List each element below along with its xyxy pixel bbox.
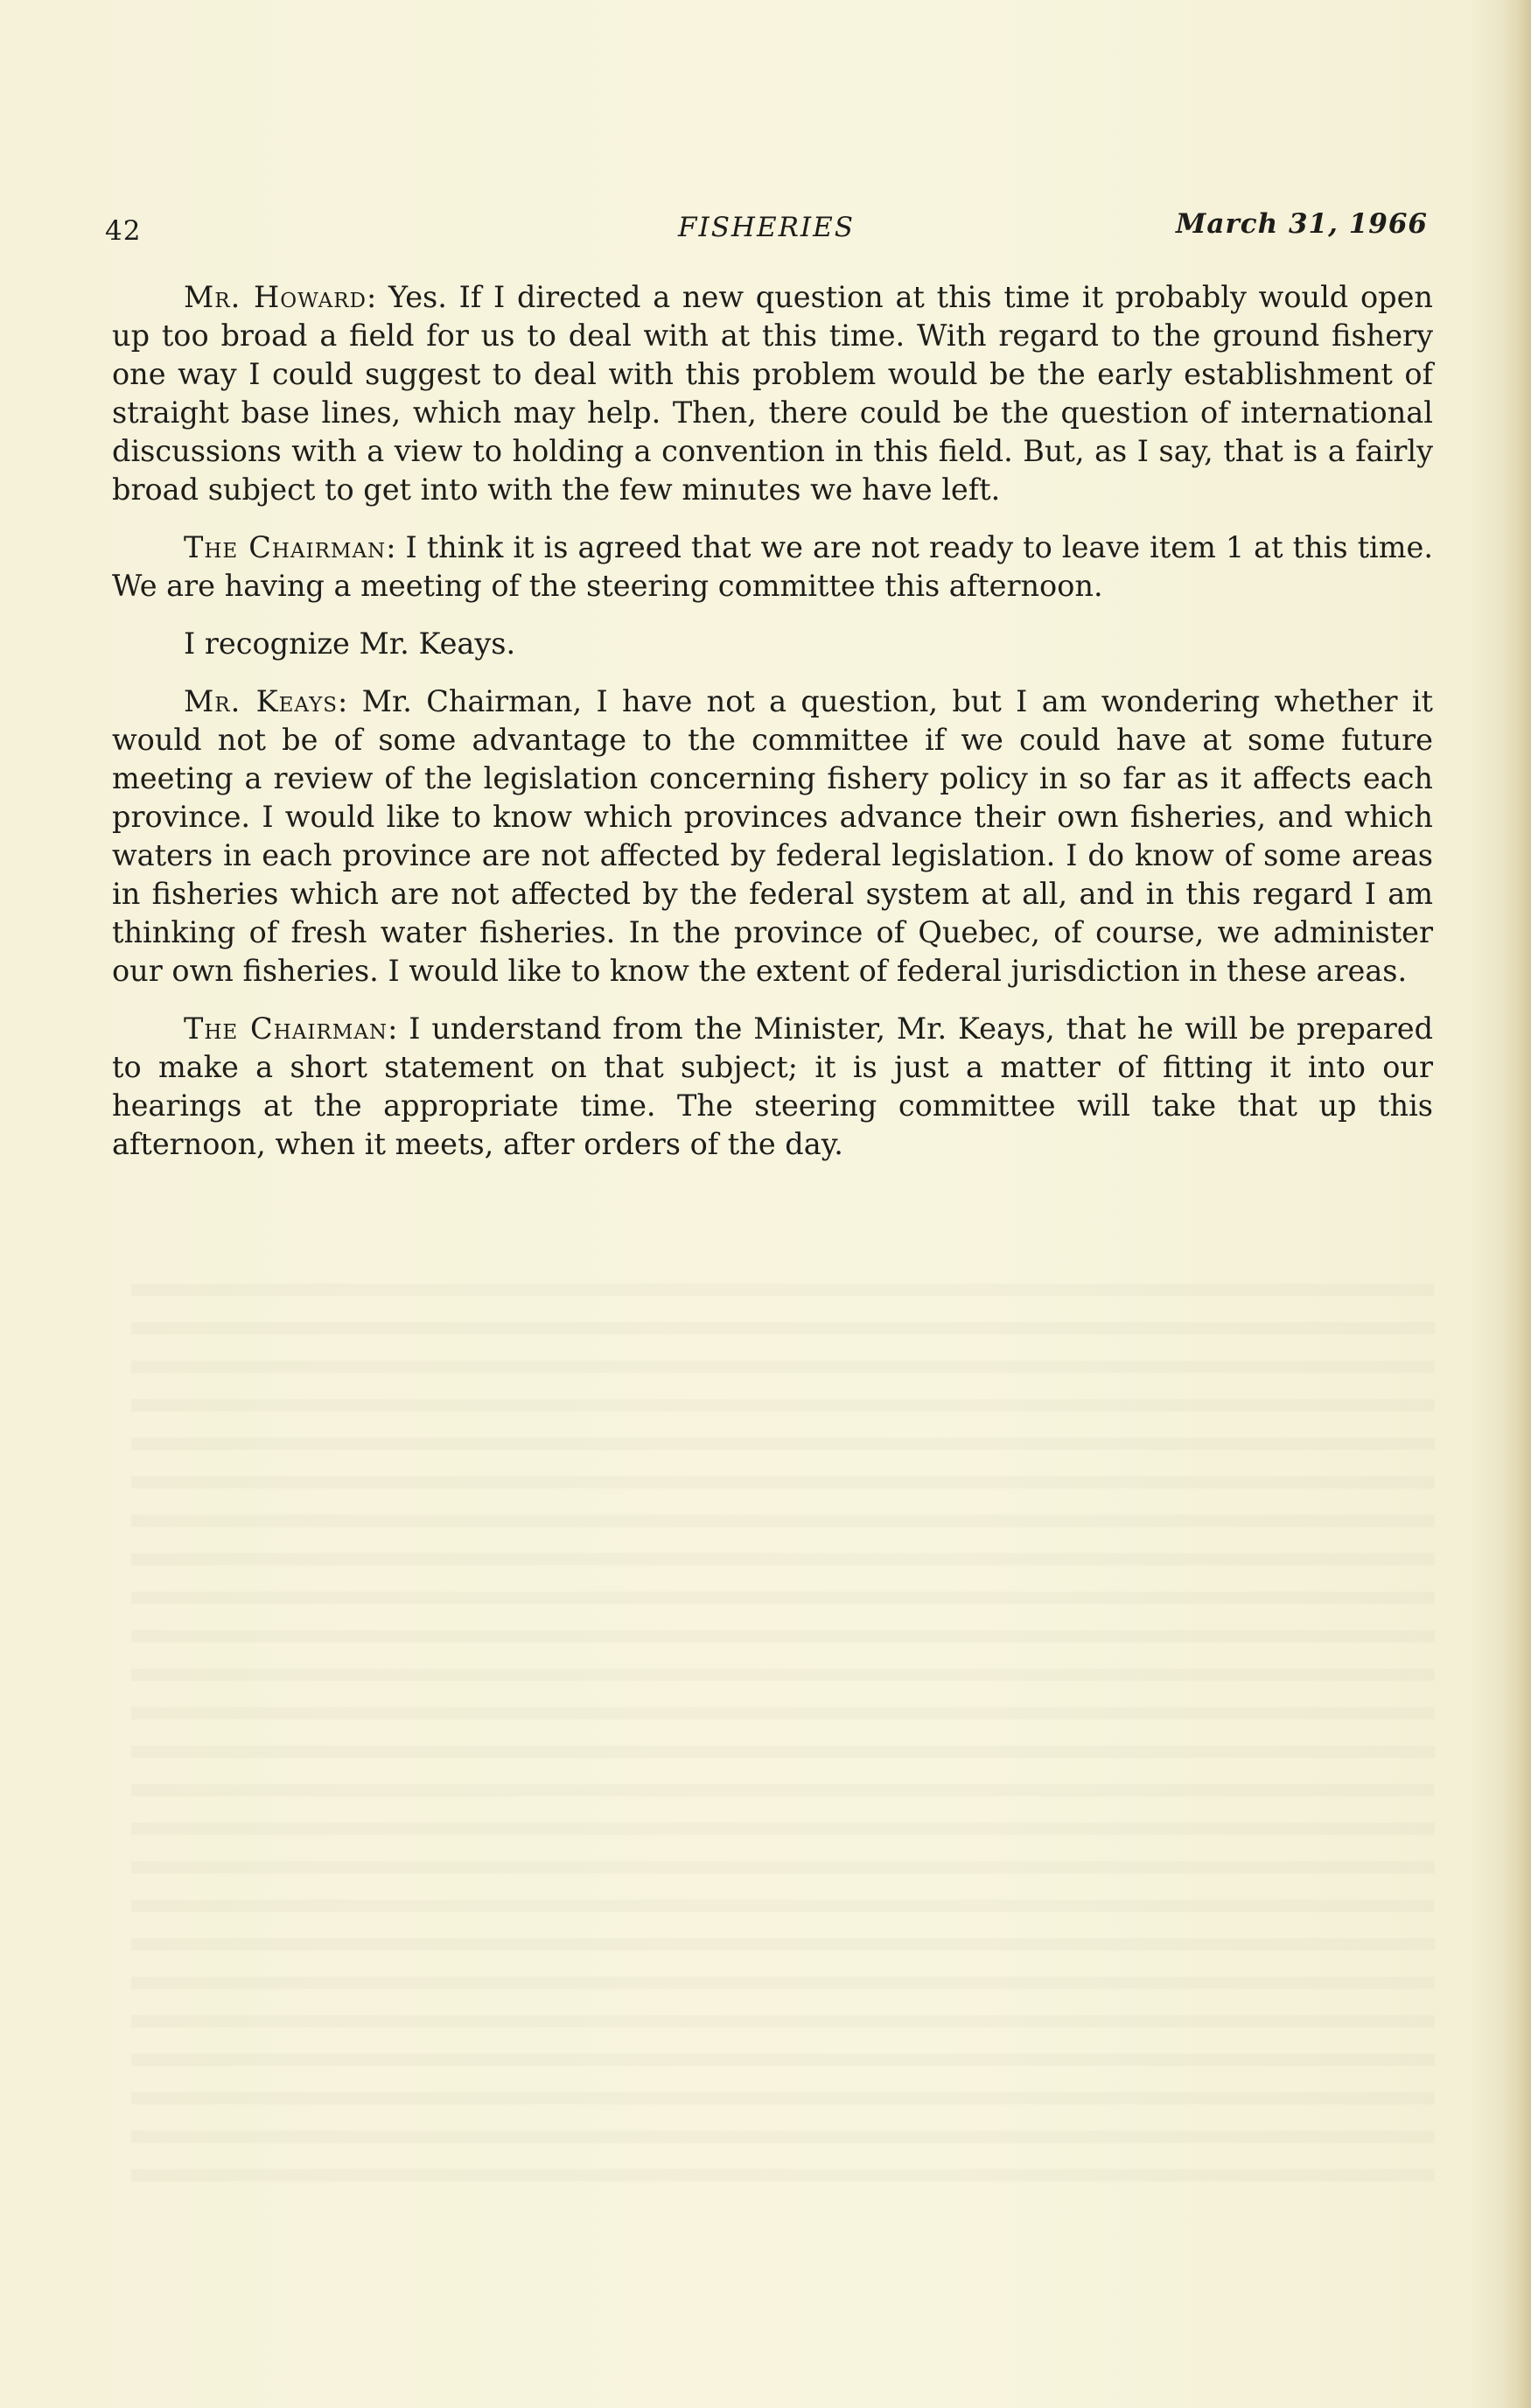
running-head [105, 208, 1428, 250]
paragraph-chairman-1 [112, 528, 1433, 606]
show-through-background [131, 1269, 1435, 2188]
running-head-date: March 31, 1966 [1176, 208, 1428, 240]
paragraph-chairman-2 [112, 1010, 1433, 1164]
speaker-separator: : [388, 1012, 409, 1046]
paragraph-recognize [112, 625, 1433, 663]
paragraph-text: I understand from the Minister, Mr. Keays, that he will be prepared to make a short statement on that subject; it is just a matter of fitting it into our hearings at the appropriate time. The steering committee will take that up this afternoon, when it meets, after orders of the day. [112, 1012, 1434, 1161]
page-spine-shadow [1505, 0, 1531, 2408]
paragraph-text: I recognize Mr. Keays. [184, 626, 516, 661]
speaker-name: Mr. Howard [184, 280, 367, 314]
paragraph-keays [112, 682, 1433, 990]
speaker-name: The Chairman [184, 1012, 388, 1046]
section-title: FISHERIES [677, 212, 856, 243]
speaker-separator: : [338, 684, 362, 718]
transcript-body [112, 278, 1433, 1183]
paragraph-howard [112, 278, 1433, 509]
speaker-separator: : [386, 530, 406, 564]
speaker-name: The Chairman [184, 530, 387, 564]
page-number: 42 [105, 215, 142, 247]
paragraph-text: I think it is agreed that we are not ready to leave item 1 at this time. We are having a meeting of the steering committee this afternoon. [112, 530, 1433, 603]
speaker-name: Mr. Keays [184, 684, 339, 718]
speaker-separator: : [366, 280, 388, 314]
paragraph-text: Mr. Chairman, I have not a question, but I am wondering whether it would not be of some advantage to the committee if we could have at some future meeting a review of the legislation concerning fishery policy in so far as it affects each province. I would like to know which provinces advance their own fisheries, and which waters in each province are not affected by federal legislation. I do know of some areas in fisheries which are not affected by the federal system at all, and in this regard I am thinking of fresh water fisheries. In the province of Quebec, of course, we administer our own fisheries. I would like to know the extent of federal jurisdiction in these areas. [112, 684, 1433, 988]
paragraph-text: Yes. If I directed a new question at this time it probably would open up too broad a field for us to deal with at this time. With regard to the ground fishery one way I could suggest to deal with this problem would be the early establishment of straight base lines, which may help. Then, there could be the question of international discussions with a view to holding a convention in this field. But, as I say, that is a fairly broad subject to get into with the few minutes we have left. [112, 280, 1433, 507]
